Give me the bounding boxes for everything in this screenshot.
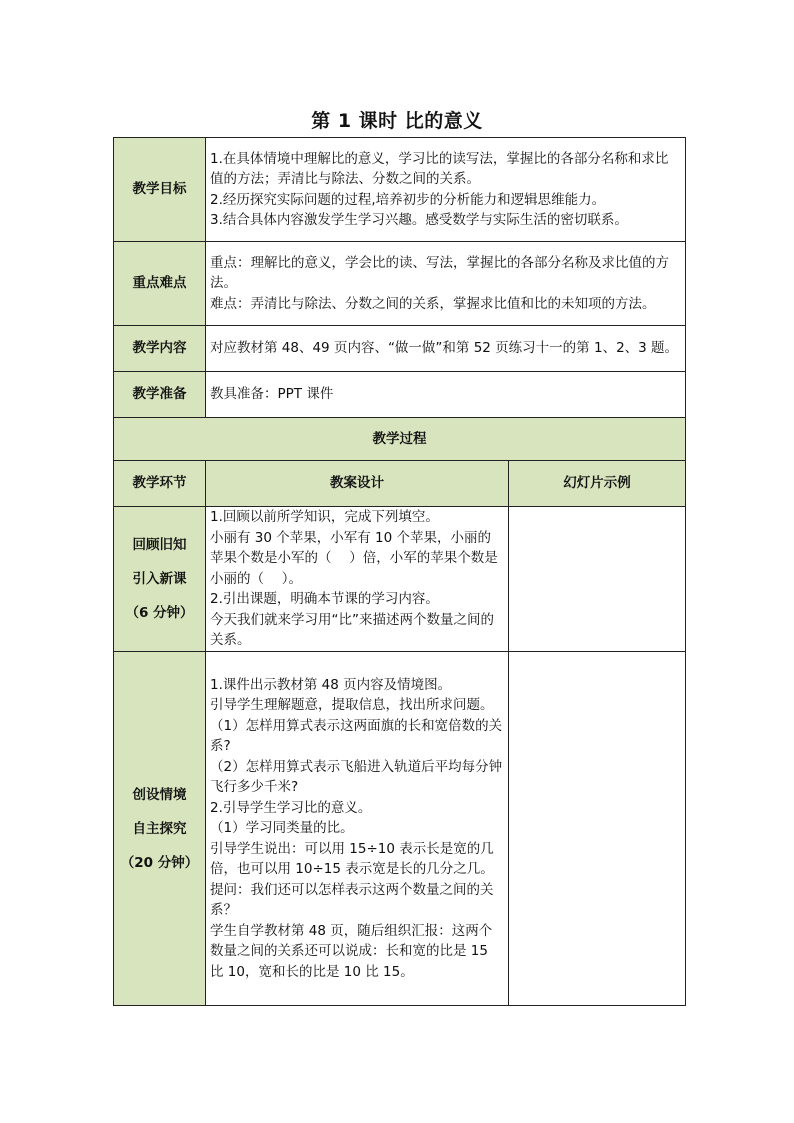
design-line: 1.回顾以前所学知识，完成下列填空。 (210, 509, 439, 526)
stage-row (114, 652, 686, 1006)
objective-item: 2.经历探究实际问题的过程,培养初步的分析能力和逻辑思维能力。 (210, 191, 606, 208)
objective-item: 3.结合具体内容激发学生学习兴趣。感受数学与实际生活的密切联系。 (210, 212, 628, 228)
key-point-item: 难点：弄清比与除法、分数之间的关系，掌握求比值和比的未知项的方法。 (210, 295, 656, 312)
stage-name (114, 652, 206, 1006)
stage-slide (509, 507, 686, 652)
process-header: 教学过程 (114, 418, 686, 461)
lesson-plan-table (113, 137, 686, 1006)
content-text: 对应教材第 48、49 页内容、“做一做”和第 52 页练习十一的第 1、2、3 题。 (206, 326, 686, 372)
stage-name-line: 创设情境 (132, 786, 187, 803)
column-header-slide: 幻灯片示例 (509, 461, 686, 507)
design-line: 引导学生说出：可以用 15÷10 表示长是宽的几倍，也可以用 10÷15 表示宽是长的几分之几。 (210, 840, 494, 878)
key-point-item: 重点：理解比的意义，学会比的读、写法，掌握比的各部分名称及求比值的方法。 (210, 254, 669, 292)
stage-design (206, 507, 509, 652)
design-line: （1）学习同类量的比。 (210, 820, 354, 837)
process-header-row (114, 418, 686, 461)
column-header-design: 教案设计 (206, 461, 509, 507)
objectives-row (114, 138, 686, 242)
design-line: 2.引出课题，明确本节课的学习内容。 (210, 591, 439, 608)
design-line: 引导学生理解题意，提取信息，找出所求问题。 (210, 697, 494, 714)
design-line: 今天我们就来学习用“比”来描述两个数量之间的关系。 (210, 611, 494, 649)
stage-name-line: 回顾旧知 (132, 537, 187, 553)
stage-row (114, 507, 686, 652)
design-line: 2.引导学生学习比的意义。 (210, 799, 372, 816)
design-line: 小丽有 30 个苹果，小军有 10 个苹果，小丽的苹果个数是小军的（ ）倍，小军的苹果个数是小丽的（ ）。 (210, 529, 498, 587)
design-line: （2）怎样用算式表示飞船进入轨道后平均每分钟飞行多少千米? (210, 758, 503, 796)
stage-slide (509, 652, 686, 1006)
stage-name (114, 507, 206, 652)
key-points-label: 重点难点 (114, 242, 206, 326)
stage-duration: （20 分钟） (120, 854, 199, 871)
design-line: 学生自学教材第 48 页，随后组织汇报：这两个数量之间的关系还可以说成：长和宽的比是 15 比 10，宽和长的比是 10 比 15。 (210, 922, 493, 980)
objective-item: 1.在具体情境中理解比的意义，学习比的读写法，掌握比的各部分名称和求比值的方法；弄清比与除法、分数之间的关系。 (210, 150, 669, 187)
design-line: （1）怎样用算式表示这两面旗的长和宽倍数的关系? (210, 717, 503, 755)
stage-design (206, 652, 509, 1006)
stage-name-line: 自主探究 (132, 820, 187, 837)
preparation-row (114, 372, 686, 418)
objectives-text (206, 138, 686, 242)
column-header-row (114, 461, 686, 507)
key-points-row (114, 242, 686, 326)
stage-name-line: 引入新课 (132, 571, 187, 587)
stage-duration: （6 分钟） (125, 605, 194, 621)
preparation-text: 教具准备：PPT 课件 (206, 372, 686, 418)
objectives-label: 教学目标 (114, 138, 206, 242)
preparation-label: 教学准备 (114, 372, 206, 418)
column-header-stage: 教学环节 (114, 461, 206, 507)
content-label: 教学内容 (114, 326, 206, 372)
design-line: 提问：我们还可以怎样表示这两个数量之间的关系？ (210, 881, 494, 919)
content-row (114, 326, 686, 372)
design-line: 1.课件出示教材第 48 页内容及情境图。 (210, 676, 452, 693)
page-title: 第 1 课时 比的意义 (311, 110, 483, 132)
key-points-text (206, 242, 686, 326)
